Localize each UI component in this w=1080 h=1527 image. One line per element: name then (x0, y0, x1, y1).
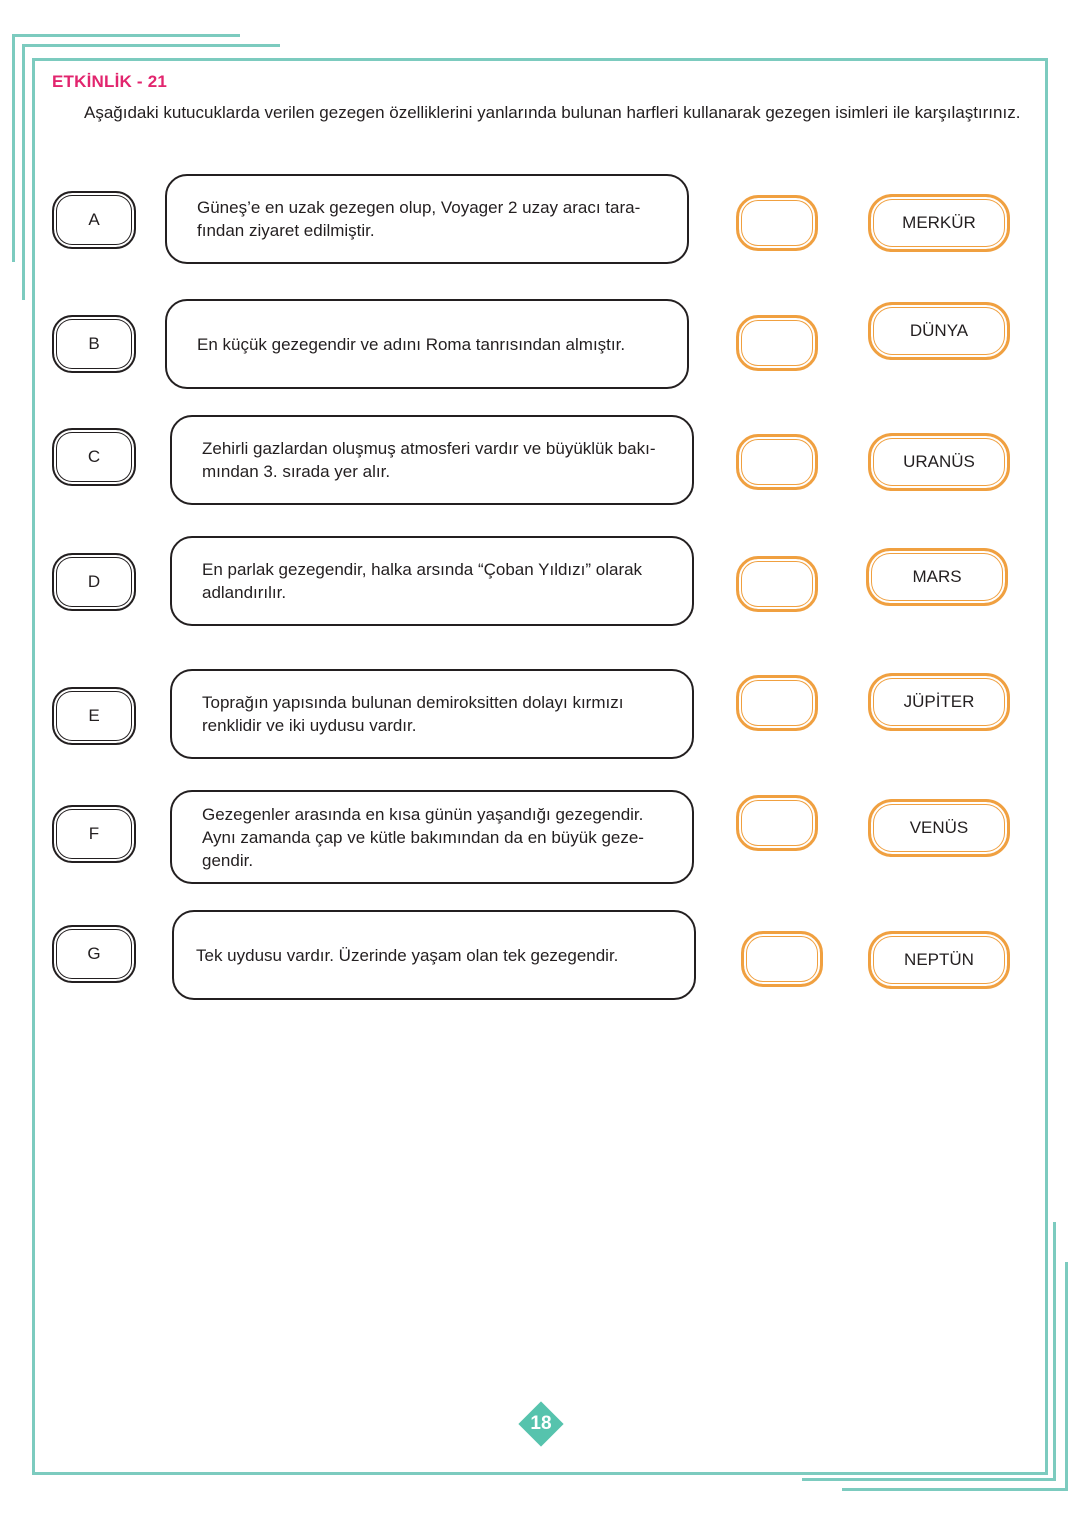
description-box-d (170, 536, 694, 626)
description-box-g (172, 910, 696, 1000)
answer-box-d[interactable] (736, 556, 818, 612)
activity-title: ETKİNLİK - 21 (52, 72, 168, 91)
frame-line-top-2 (22, 44, 280, 47)
description-line: gendir. (202, 850, 254, 870)
answer-box-a[interactable] (736, 195, 818, 251)
frame-line-left-1 (12, 34, 15, 262)
description-line: En parlak gezegendir, halka arsında “Çoban Yıldızı” olarak (202, 560, 643, 579)
instruction-text: Aşağıdaki kutucuklarda verilen gezegen özelliklerini yanlarında bulunan harfleri kullanarak gezegen isimleri ile karşılaştırınız. (84, 103, 1021, 122)
description-box-e (170, 669, 694, 759)
answer-box-b[interactable] (736, 315, 818, 371)
description-text-b (197, 333, 625, 356)
description-line: Aynı zamanda çap ve kütle bakımından da en büyük geze- (202, 827, 644, 847)
answer-box-f[interactable] (736, 795, 818, 851)
description-text-e (202, 691, 623, 737)
planet-jupiter: JÜPİTER (868, 673, 1010, 731)
description-line: adlandırılır. (202, 583, 287, 602)
frame-line-bottom-1 (802, 1478, 1056, 1481)
letter-box-b: B (52, 315, 136, 373)
letter-box-g: G (52, 925, 136, 983)
description-line: renklidir ve iki uydusu vardır. (202, 716, 417, 735)
frame-line-right-1 (1053, 1222, 1056, 1481)
page-number: 18 (530, 1413, 552, 1434)
page-number-badge (518, 1401, 564, 1447)
letter-box-f: F (52, 805, 136, 863)
description-line: Zehirli gazlardan oluşmuş atmosferi vardır ve büyüklük bakı- (202, 439, 656, 458)
planet-dunya: DÜNYA (868, 302, 1010, 360)
answer-box-c[interactable] (736, 434, 818, 490)
description-text-g (196, 944, 618, 967)
planet-merkur: MERKÜR (868, 194, 1010, 252)
description-box-b (165, 299, 689, 389)
letter-box-e: E (52, 687, 136, 745)
description-line: Tek uydusu vardır. Üzerinde yaşam olan tek gezegendir. (196, 945, 619, 965)
frame-line-top-1 (12, 34, 240, 37)
letter-box-d: D (52, 553, 136, 611)
description-line: En küçük gezegendir ve adını Roma tanrısından almıştır. (197, 334, 626, 354)
description-box-c (170, 415, 694, 505)
letter-box-c: C (52, 428, 136, 486)
planet-venus: VENÜS (868, 799, 1010, 857)
frame-line-right-2 (1065, 1262, 1068, 1491)
description-line: fından ziyaret edilmiştir. (197, 221, 375, 240)
description-text-a (197, 196, 640, 242)
planet-mars: MARS (866, 548, 1008, 606)
description-line: Güneş’e en uzak gezegen olup, Voyager 2 uzay aracı tara- (197, 198, 641, 217)
description-box-f (170, 790, 694, 884)
description-text-c (202, 437, 656, 483)
description-line: mından 3. sırada yer alır. (202, 462, 391, 481)
description-box-a (165, 174, 689, 264)
description-line: Gezegenler arasında en kısa günün yaşandığı gezegendir. (202, 804, 644, 824)
description-text-f (202, 803, 644, 872)
page-frame (32, 58, 1048, 1475)
answer-box-g[interactable] (741, 931, 823, 987)
frame-line-left-2 (22, 44, 25, 300)
description-text-d (202, 558, 642, 604)
letter-box-a: A (52, 191, 136, 249)
planet-neptun: NEPTÜN (868, 931, 1010, 989)
frame-line-bottom-2 (842, 1488, 1068, 1491)
answer-box-e[interactable] (736, 675, 818, 731)
planet-uranus: URANÜS (868, 433, 1010, 491)
description-line: Toprağın yapısında bulunan demiroksitten dolayı kırmızı (202, 693, 624, 712)
